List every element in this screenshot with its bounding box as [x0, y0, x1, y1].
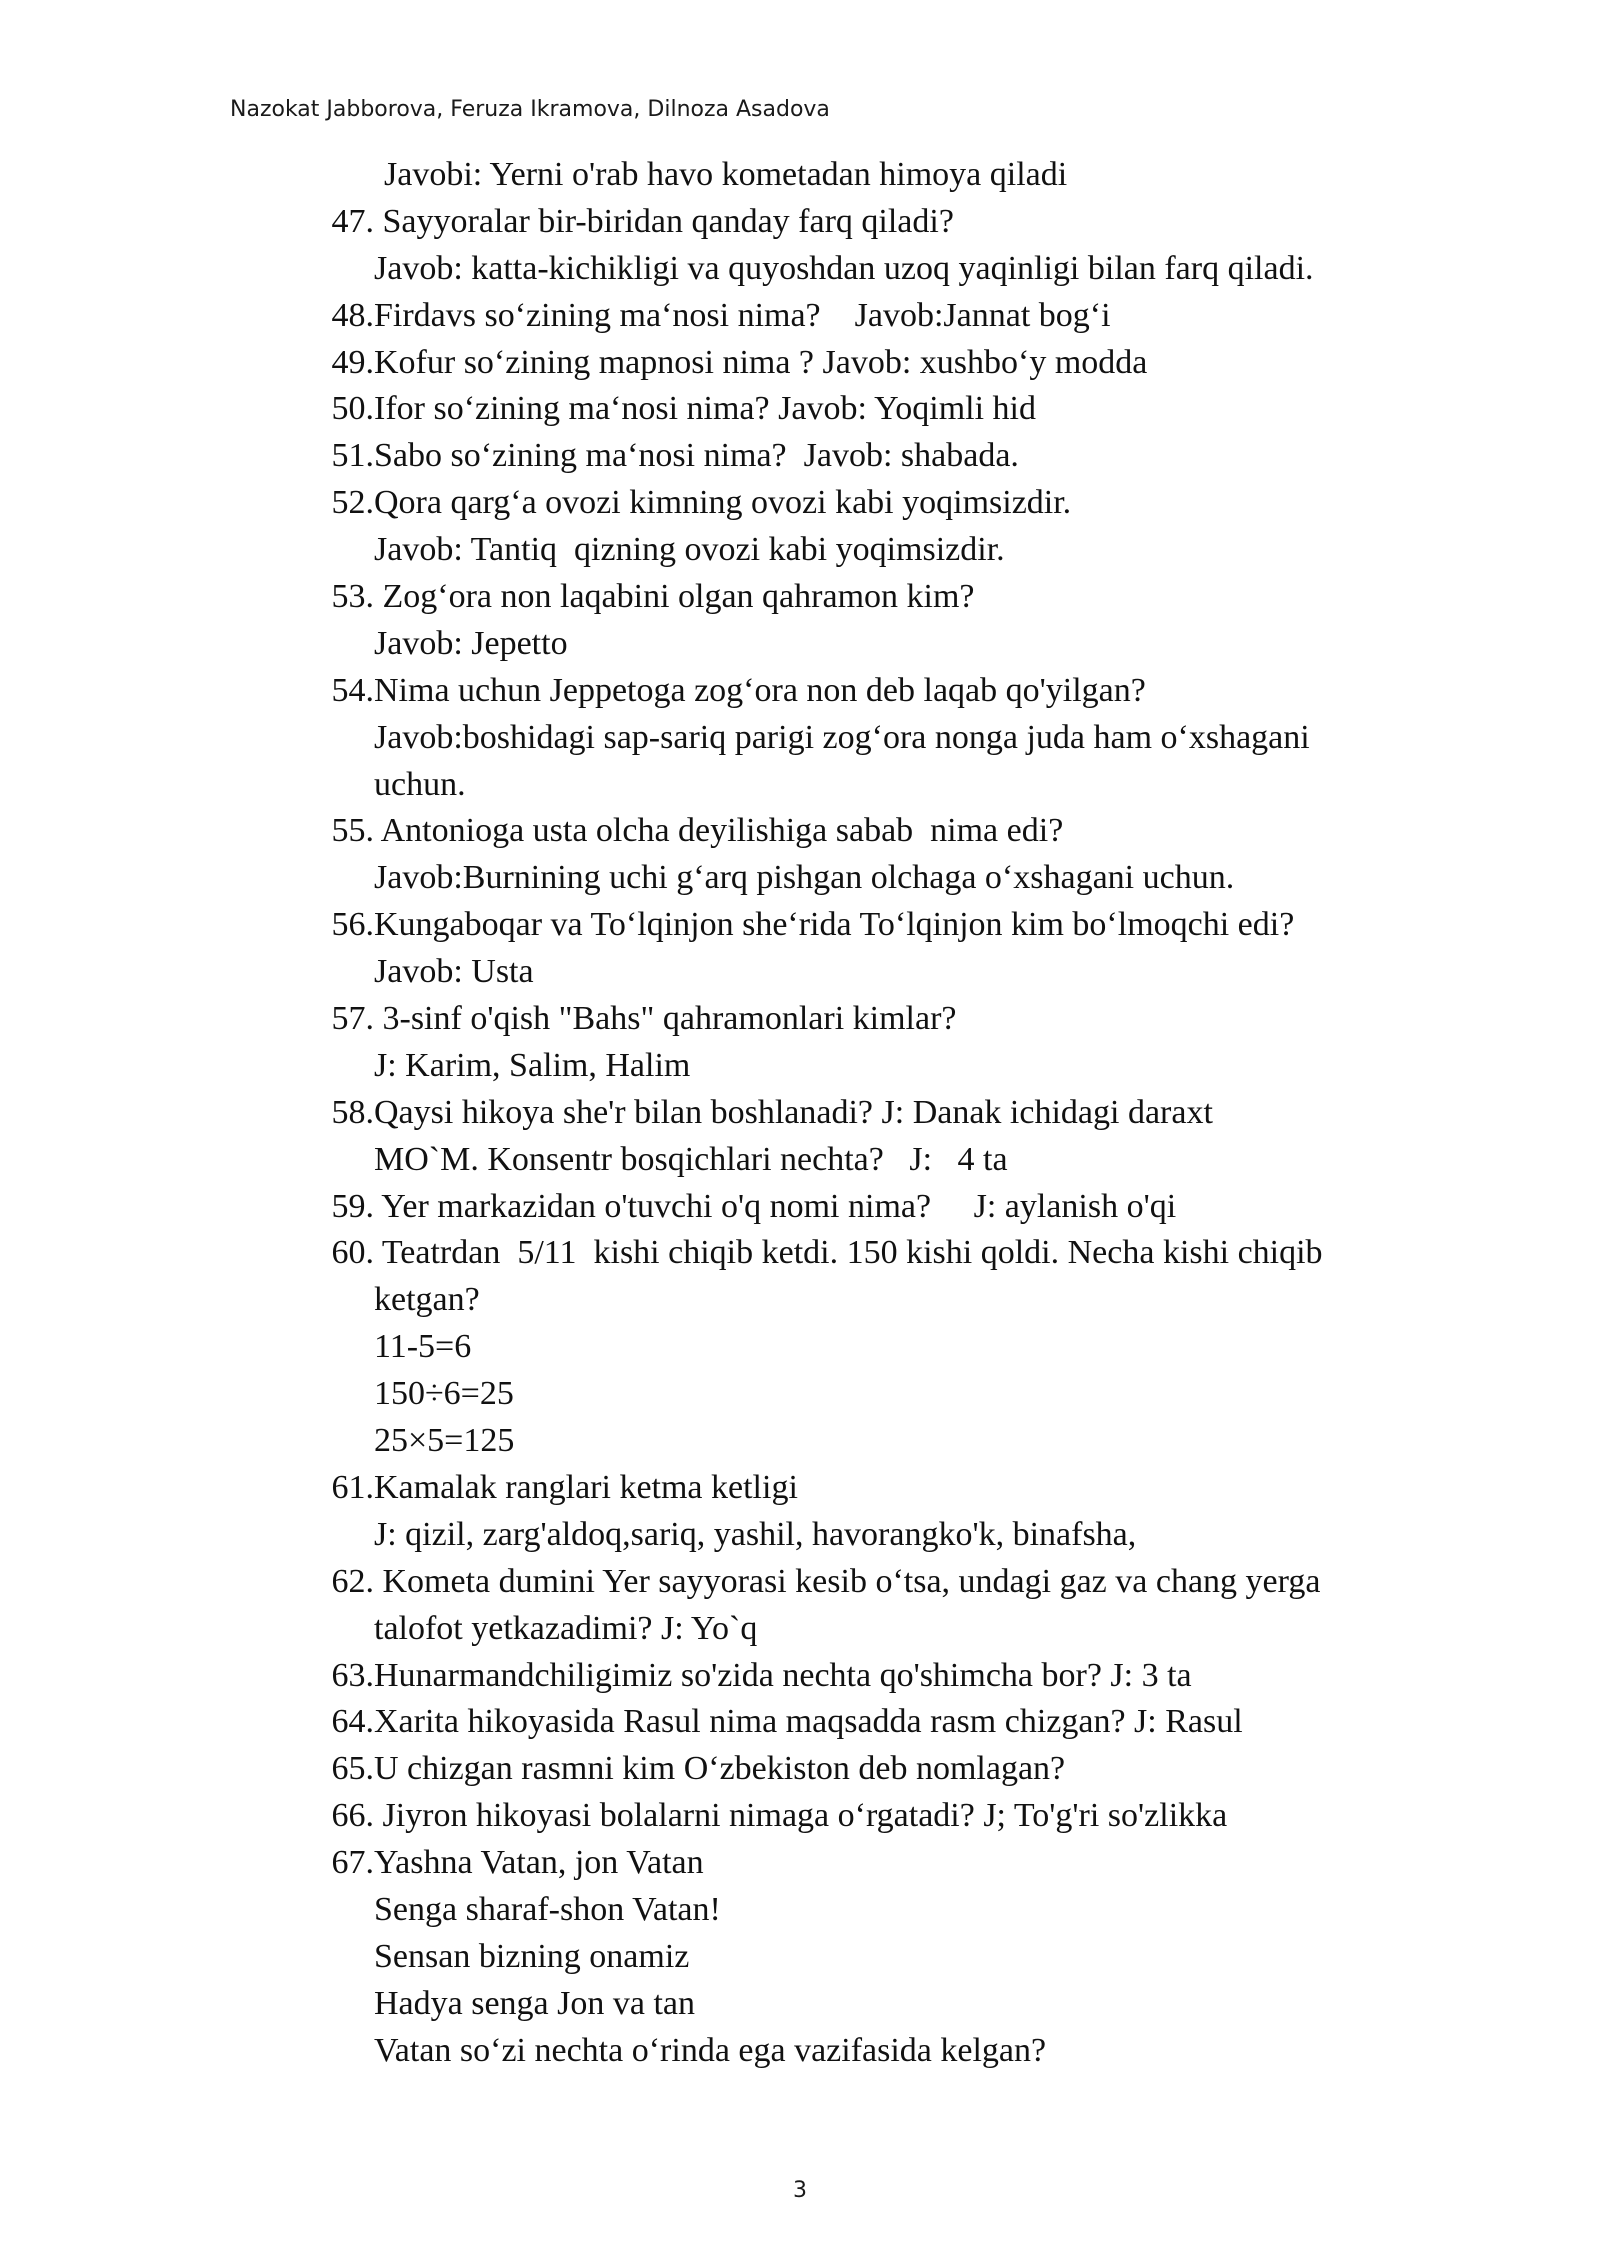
question-number: 55.	[331, 812, 374, 850]
question-item	[328, 1840, 1528, 1887]
question-number: 65.	[331, 1750, 374, 1788]
answer-line: Hadya senga Jon va tan	[374, 1984, 696, 2022]
answer-line: 25×5=125	[374, 1422, 515, 1460]
question-text: Antonioga usta olcha deyilishiga sabab nima edi?	[374, 812, 1064, 850]
question-number: 49.	[331, 343, 374, 381]
question-text: Jiyron hikoyasi bolalarni nimaga o‘rgatadi? J; To'g'ri so'zlikka	[374, 1797, 1228, 1835]
question-number: 56.	[331, 906, 374, 944]
page-number: 3	[793, 2178, 807, 2203]
question-item	[328, 1653, 1528, 1700]
question-item	[328, 902, 1528, 949]
answer-line: Javob: Usta	[374, 953, 534, 991]
question-text: Sabo so‘zining ma‘nosi nima? Javob: shabada.	[374, 437, 1019, 475]
question-text: Teatrdan 5/11 kishi chiqib ketdi. 150 kishi qoldi. Necha kishi chiqib	[374, 1234, 1323, 1272]
page-header: Nazokat Jabborova, Feruza Ikramova, Dilnoza Asadova	[230, 97, 830, 122]
first-line: Javobi: Yerni o'rab havo kometadan himoya qiladi	[384, 156, 1068, 193]
question-item	[328, 1793, 1528, 1840]
question-text: Nima uchun Jeppetoga zog‘ora non deb laqab qo'yilgan?	[374, 671, 1146, 709]
question-number: 64.	[331, 1703, 374, 1741]
question-number: 66.	[331, 1797, 374, 1835]
question-item	[328, 1746, 1528, 1793]
answer-line: Javob: Tantiq qizning ovozi kabi yoqimsizdir.	[374, 531, 1005, 569]
question-item	[328, 199, 1528, 246]
question-text: Yashna Vatan, jon Vatan	[374, 1844, 704, 1882]
question-text: 3-sinf o'qish "Bahs" qahramonlari kimlar?	[374, 1000, 957, 1038]
question-text: Xarita hikoyasida Rasul nima maqsadda rasm chizgan? J: Rasul	[374, 1703, 1243, 1741]
question-text: Firdavs so‘zining ma‘nosi nima? Javob:Jannat bog‘i	[374, 296, 1111, 334]
question-text: Kometa dumini Yer sayyorasi kesib o‘tsa, undagi gaz va chang yerga	[374, 1562, 1321, 1600]
answer-line: Javob:Burnining uchi g‘arq pishgan olchaga o‘xshagani uchun.	[374, 859, 1235, 897]
question-item	[328, 293, 1528, 340]
question-item	[328, 808, 1528, 855]
question-number: 63.	[331, 1656, 374, 1694]
answer-line: Sensan bizning onamiz	[374, 1937, 690, 1975]
question-item	[328, 1699, 1528, 1746]
answer-line: MO`M. Konsentr bosqichlari nechta? J: 4 ta	[374, 1140, 1008, 1178]
answer-line: 150÷6=25	[374, 1375, 514, 1413]
question-text: Sayyoralar bir-biridan qanday farq qiladi?	[374, 202, 954, 240]
answer-line: uchun.	[374, 765, 466, 803]
question-item	[328, 996, 1528, 1043]
question-text: Hunarmandchiligimiz so'zida nechta qo'shimcha bor? J: 3 ta	[374, 1656, 1192, 1694]
question-text: Zog‘ora non laqabini olgan qahramon kim?	[374, 578, 975, 616]
question-item	[328, 1184, 1528, 1231]
answer-line: Javob:boshidagi sap-sariq parigi zog‘ora nonga juda ham o‘xshagani	[374, 718, 1310, 756]
question-text: Kamalak ranglari ketma ketligi	[374, 1468, 798, 1506]
answer-line: Vatan so‘zi nechta o‘rinda ega vazifasida kelgan?	[374, 2031, 1047, 2069]
question-item	[328, 574, 1528, 621]
question-number: 58.	[331, 1093, 374, 1131]
question-number: 60.	[331, 1234, 374, 1272]
question-text: Yer markazidan o'tuvchi o'q nomi nima? J: aylanish o'qi	[374, 1187, 1177, 1225]
question-number: 54.	[331, 671, 374, 709]
answer-line: J: qizil, zarg'aldoq,sariq, yashil, havorangko'k, binafsha,	[374, 1515, 1137, 1553]
question-number: 61.	[331, 1468, 374, 1506]
question-number: 67.	[331, 1844, 374, 1882]
question-item	[328, 668, 1528, 715]
question-number: 48.	[331, 296, 374, 334]
question-number: 50.	[331, 390, 374, 428]
question-text: Kofur so‘zining mapnosi nima ? Javob: xushbo‘y modda	[374, 343, 1148, 381]
question-item	[328, 1465, 1528, 1512]
question-number: 59.	[331, 1187, 374, 1225]
question-item	[328, 433, 1528, 480]
question-item	[328, 480, 1528, 527]
answer-line: 11-5=6	[374, 1328, 472, 1366]
question-item	[328, 1090, 1528, 1137]
question-item	[328, 340, 1528, 387]
question-item	[328, 1559, 1528, 1606]
question-number: 53.	[331, 578, 374, 616]
answer-line: ketgan?	[374, 1281, 480, 1319]
question-text: Ifor so‘zining ma‘nosi nima? Javob: Yoqimli hid	[374, 390, 1037, 428]
answer-line: J: Karim, Salim, Halim	[374, 1046, 691, 1084]
question-number: 57.	[331, 1000, 374, 1038]
answer-line: Javob: katta-kichikligi va quyoshdan uzoq yaqinligi bilan farq qiladi.	[374, 249, 1314, 287]
answer-line: talofot yetkazadimi? J: Yo`q	[374, 1609, 758, 1647]
question-number: 51.	[331, 437, 374, 475]
question-text: Qora qarg‘a ovozi kimning ovozi kabi yoqimsizdir.	[374, 484, 1072, 522]
question-number: 47.	[331, 202, 374, 240]
question-text: Qaysi hikoya she'r bilan boshlanadi? J: Danak ichidagi daraxt	[374, 1093, 1213, 1131]
answer-line: Senga sharaf-shon Vatan!	[374, 1890, 721, 1928]
question-item	[328, 386, 1528, 433]
answer-line: Javob: Jepetto	[374, 624, 568, 662]
question-item	[328, 1230, 1528, 1277]
question-text: Kungaboqar va To‘lqinjon she‘rida To‘lqinjon kim bo‘lmoqchi edi?	[374, 906, 1295, 944]
question-list	[328, 152, 1528, 2075]
question-number: 52.	[331, 484, 374, 522]
question-text: U chizgan rasmni kim O‘zbekiston deb nomlagan?	[374, 1750, 1066, 1788]
question-number: 62.	[331, 1562, 374, 1600]
